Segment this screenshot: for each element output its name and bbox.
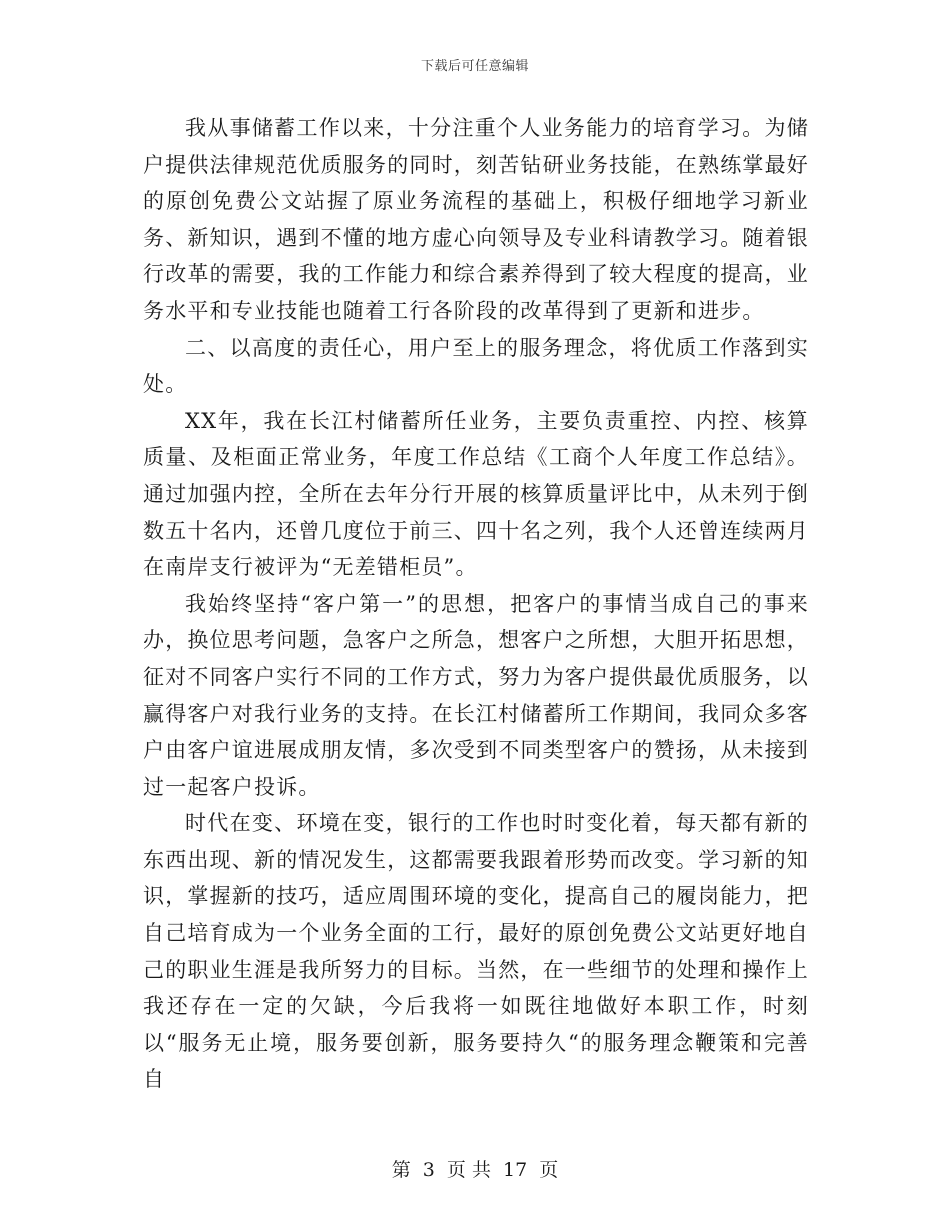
paragraph-5: 时代在变、环境在变，银行的工作也时时变化着，每天都有新的东西出现、新的情况发生，这都需要我跟着形势而改变。学习新的知识，掌握新的技巧，适应周围环境的变化，提高自己的履岗能力，把自己培育成为一个业务全面的工行，最好的原创免费公文站更好地自己的职业生涯是我所努力的目标。当然，在一些细节的处理和操作上我还存在一定的欠缺，今后我将一如既往地做好本职工作，时刻以“服务无止境，服务要创新，服务要持久“的服务理念鞭策和完善自: [143, 811, 809, 1092]
current-page-number: 3: [422, 1159, 435, 1181]
paragraph-3: XX年，我在长江村储蓄所任业务，主要负责重控、内控、核算质量、及柜面正常业务，年度工作总结《工商个人年度工作总结》。 通过加强内控，全所在去年分行开展的核算质量评比中，从未列于倒数五十名内，还曾几度位于前三、四十名之列，我个人还曾连续两月在南岸支行被评为“无差错柜员”。: [143, 408, 809, 580]
header-note: 下载后可任意编辑: [420, 59, 529, 74]
page-footer: [0, 1155, 950, 1182]
document-body: [143, 110, 809, 1098]
paragraph-2: 二、以高度的责任心，用户至上的服务理念，将优质工作落到实处。: [143, 335, 809, 397]
footer-middle: 页 共: [446, 1159, 491, 1181]
paragraph-1: 我从事储蓄工作以来，十分注重个人业务能力的培育学习。为储户提供法律规范优质服务的同时，刻苦钻研业务技能，在熟练掌最好的原创免费公文站握了原业务流程的基础上，积极仔细地学习新业务、新知识，遇到不懂的地方虚心向领导及专业科请教学习。随着银行改革的需要，我的工作能力和综合素养得到了较大程度的提高，业务水平和专业技能也随着工行各阶段的改革得到了更新和进步。: [143, 116, 809, 323]
total-page-count: 17: [503, 1159, 528, 1181]
footer-prefix: 第: [391, 1159, 411, 1181]
footer-suffix: 页: [539, 1159, 559, 1181]
paragraph-4: 我始终坚持“客户第一”的思想，把客户的事情当成自己的事来办，换位思考问题，急客户之所急，想客户之所想，大胆开拓思想，征对不同客户实行不同的工作方式，努力为客户提供最优质服务，以赢得客户对我行业务的支持。在长江村储蓄所工作期间，我同众多客户由客户谊进展成朋友情，多次受到不同类型客户的赞扬，从未接到过一起客户投诉。: [143, 591, 809, 799]
